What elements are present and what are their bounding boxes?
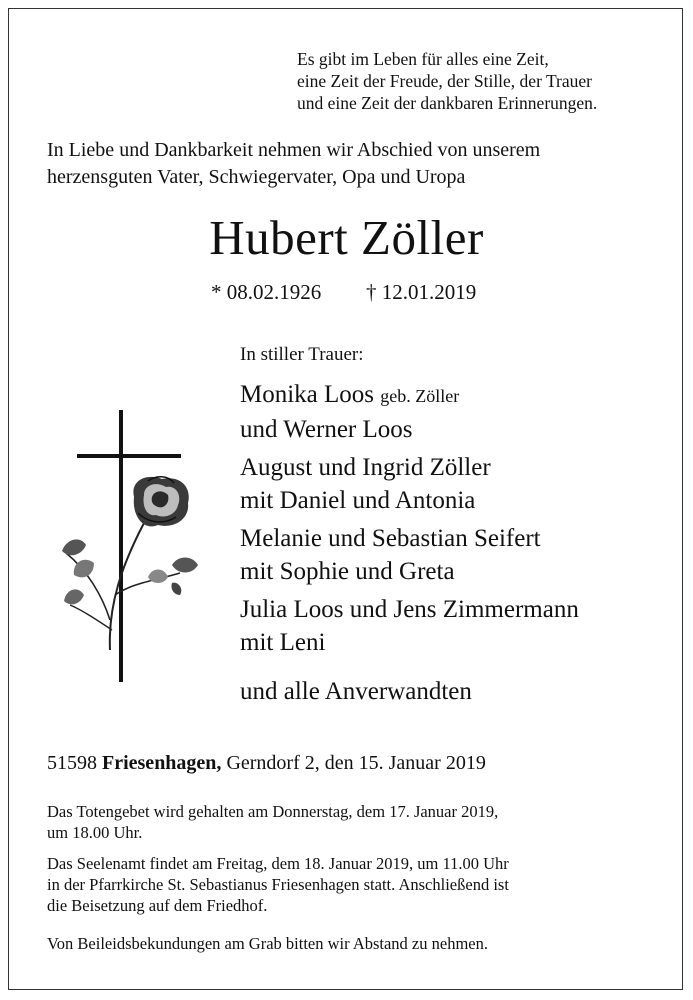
mourner-entry (240, 451, 670, 517)
maiden-name: geb. Zöller (380, 386, 460, 406)
notice-prayer: Das Totengebet wird gehalten am Donnerstag, dem 17. Januar 2019, um 18.00 Uhr. (47, 802, 499, 842)
cross-vertical-beam (119, 410, 123, 682)
rose-leaf (62, 539, 86, 555)
mourner-line: Melanie und Sebastian Seifert (240, 525, 541, 552)
rose-leaf (171, 583, 181, 595)
rose-blossom (133, 477, 188, 527)
deceased-name: Hubert Zöller (209, 210, 484, 265)
rose-leaf (172, 558, 198, 573)
mourner-line (240, 378, 670, 413)
mourner-line: Julia Loos und Jens Zimmermann (240, 596, 579, 623)
mourner-line: mit Daniel und Antonia (240, 487, 476, 514)
mourner-line: und Werner Loos (240, 416, 413, 443)
mourner-entry (240, 593, 670, 659)
death-date: † 12.01.2019 (366, 280, 477, 304)
mourner-list (240, 378, 670, 664)
mourner-line: mit Sophie und Greta (240, 558, 455, 585)
cross-with-rose-icon (52, 405, 207, 685)
intro-text: In Liebe und Dankbarkeit nehmen wir Abschied von unserem herzensguten Vater, Schwiegervater, Opa und Uropa (47, 139, 541, 188)
mourner-name: Monika Loos (240, 381, 375, 408)
rose-stem-branch (115, 573, 180, 595)
postal-code: 51598 (47, 752, 97, 774)
mourning-label: In stiller Trauer: (240, 344, 364, 365)
notice-condolences: Von Beileidsbekundungen am Grab bitten wir Abstand zu nehmen. (47, 934, 488, 953)
mourner-entry (240, 522, 670, 588)
address-date: Gerndorf 2, den 15. Januar 2019 (226, 752, 486, 774)
relatives-line: und alle Anverwandten (240, 678, 472, 705)
town-name: Friesenhagen, (102, 752, 222, 774)
rose-leaf (64, 589, 84, 604)
rose-stem (110, 523, 144, 650)
place-date-line (47, 750, 486, 777)
mourner-entry (240, 378, 670, 446)
cross-horizontal-beam (77, 454, 181, 458)
birth-date: * 08.02.1926 (211, 280, 322, 304)
motto-verse: Es gibt im Leben für alles eine Zeit, eine Zeit der Freude, der Stille, der Trauer und eine Zeit der dankbaren Erinnerungen. (297, 49, 598, 113)
mourner-line: August und Ingrid Zöller (240, 454, 491, 481)
notice-requiem: Das Seelenamt findet am Freitag, dem 18. Januar 2019, um 11.00 Uhr in der Pfarrkirche St. Sebastianus Friesenhagen statt. Anschließend ist die Beisetzung auf dem Friedhof. (47, 854, 509, 915)
mourner-line: mit Leni (240, 629, 326, 656)
